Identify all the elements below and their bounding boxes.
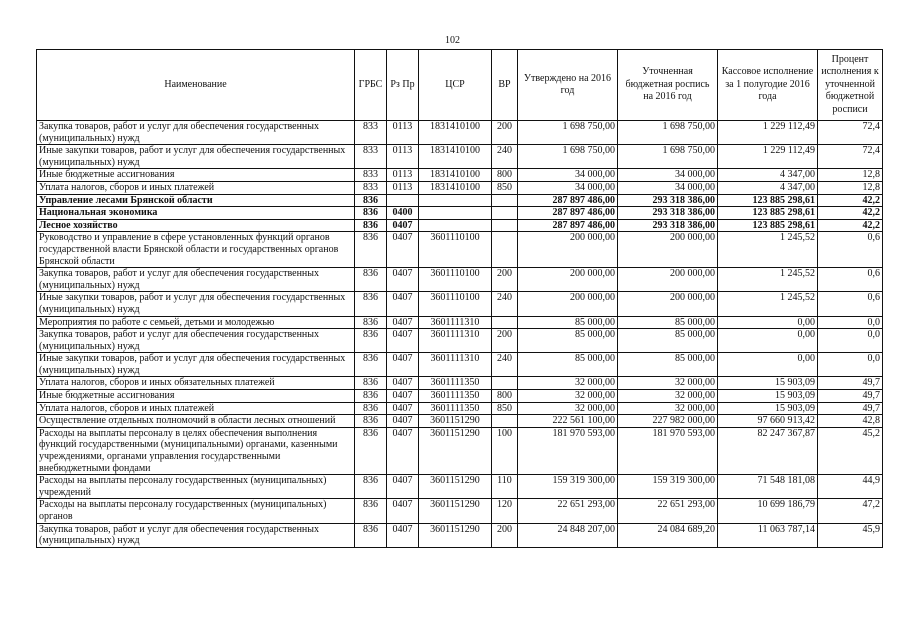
cell-refined: 22 651 293,00 bbox=[618, 499, 718, 523]
cell-csr: 1831410100 bbox=[419, 181, 492, 194]
cell-approved: 200 000,00 bbox=[518, 292, 618, 316]
cell-refined: 85 000,00 bbox=[618, 353, 718, 377]
table-row bbox=[37, 232, 883, 268]
cell-percent: 72,4 bbox=[818, 145, 883, 169]
header-name: Наименование bbox=[37, 50, 355, 121]
header-percent: Процент исполнения к уточненной бюджетной росписи bbox=[818, 50, 883, 121]
cell-percent: 42,2 bbox=[818, 219, 883, 232]
cell-csr: 3601151290 bbox=[419, 427, 492, 474]
cell-vr: 120 bbox=[492, 499, 518, 523]
cell-percent: 45,9 bbox=[818, 523, 883, 547]
cell-cash: 10 699 186,79 bbox=[718, 499, 818, 523]
cell-grbs: 833 bbox=[355, 181, 387, 194]
table-row bbox=[37, 353, 883, 377]
table-row bbox=[37, 499, 883, 523]
cell-grbs: 836 bbox=[355, 268, 387, 292]
cell-vr bbox=[492, 415, 518, 428]
cell-vr: 240 bbox=[492, 353, 518, 377]
cell-name: Национальная экономика bbox=[37, 207, 355, 220]
table-row bbox=[37, 207, 883, 220]
cell-cash: 0,00 bbox=[718, 353, 818, 377]
cell-grbs: 836 bbox=[355, 292, 387, 316]
cell-name: Закупка товаров, работ и услуг для обеспечения государственных (муниципальных) нужд bbox=[37, 121, 355, 145]
cell-percent: 49,7 bbox=[818, 390, 883, 403]
cell-name: Осуществление отдельных полномочий в области лесных отношений bbox=[37, 415, 355, 428]
cell-percent: 49,7 bbox=[818, 402, 883, 415]
cell-refined: 293 318 386,00 bbox=[618, 219, 718, 232]
cell-approved: 1 698 750,00 bbox=[518, 145, 618, 169]
cell-grbs: 836 bbox=[355, 475, 387, 499]
cell-rzpr: 0407 bbox=[387, 427, 419, 474]
table-row bbox=[37, 169, 883, 182]
cell-csr: 3601151290 bbox=[419, 475, 492, 499]
cell-percent: 49,7 bbox=[818, 377, 883, 390]
cell-grbs: 836 bbox=[355, 353, 387, 377]
cell-rzpr: 0407 bbox=[387, 268, 419, 292]
cell-cash: 4 347,00 bbox=[718, 181, 818, 194]
cell-csr: 3601151290 bbox=[419, 523, 492, 547]
cell-csr: 3601151290 bbox=[419, 499, 492, 523]
cell-grbs: 836 bbox=[355, 427, 387, 474]
cell-cash: 15 903,09 bbox=[718, 390, 818, 403]
cell-grbs: 833 bbox=[355, 145, 387, 169]
cell-rzpr: 0407 bbox=[387, 232, 419, 268]
cell-csr: 1831410100 bbox=[419, 145, 492, 169]
cell-name: Уплата налогов, сборов и иных обязательных платежей bbox=[37, 377, 355, 390]
cell-cash: 4 347,00 bbox=[718, 169, 818, 182]
cell-vr bbox=[492, 377, 518, 390]
cell-rzpr: 0407 bbox=[387, 415, 419, 428]
cell-percent: 72,4 bbox=[818, 121, 883, 145]
cell-approved: 159 319 300,00 bbox=[518, 475, 618, 499]
cell-refined: 85 000,00 bbox=[618, 329, 718, 353]
cell-vr: 100 bbox=[492, 427, 518, 474]
cell-approved: 200 000,00 bbox=[518, 268, 618, 292]
cell-csr: 3601111350 bbox=[419, 377, 492, 390]
cell-rzpr: 0113 bbox=[387, 181, 419, 194]
cell-grbs: 836 bbox=[355, 232, 387, 268]
cell-grbs: 836 bbox=[355, 316, 387, 329]
cell-vr: 110 bbox=[492, 475, 518, 499]
cell-percent: 42,2 bbox=[818, 207, 883, 220]
table-row bbox=[37, 292, 883, 316]
cell-name: Иные бюджетные ассигнования bbox=[37, 390, 355, 403]
page-number: 102 bbox=[445, 35, 460, 46]
cell-percent: 0,6 bbox=[818, 268, 883, 292]
cell-name: Уплата налогов, сборов и иных платежей bbox=[37, 181, 355, 194]
cell-grbs: 836 bbox=[355, 415, 387, 428]
cell-vr: 200 bbox=[492, 329, 518, 353]
cell-refined: 34 000,00 bbox=[618, 169, 718, 182]
cell-refined: 227 982 000,00 bbox=[618, 415, 718, 428]
cell-cash: 1 245,52 bbox=[718, 292, 818, 316]
cell-grbs: 836 bbox=[355, 194, 387, 207]
cell-vr: 200 bbox=[492, 523, 518, 547]
cell-vr: 850 bbox=[492, 402, 518, 415]
cell-rzpr: 0407 bbox=[387, 499, 419, 523]
cell-approved: 32 000,00 bbox=[518, 377, 618, 390]
cell-name: Иные закупки товаров, работ и услуг для обеспечения государственных (муниципальных) нужд bbox=[37, 145, 355, 169]
cell-name: Расходы на выплаты персоналу государственных (муниципальных) органов bbox=[37, 499, 355, 523]
cell-name: Расходы на выплаты персоналу в целях обеспечения выполнения функций государственными (муниципальными) органами, казенными учреждениями, органами управления государственными внебюджетными фондами bbox=[37, 427, 355, 474]
cell-grbs: 836 bbox=[355, 499, 387, 523]
cell-percent: 0,0 bbox=[818, 353, 883, 377]
table-row bbox=[37, 523, 883, 547]
cell-cash: 1 245,52 bbox=[718, 232, 818, 268]
cell-grbs: 836 bbox=[355, 390, 387, 403]
cell-csr: 3601151290 bbox=[419, 415, 492, 428]
header-csr: ЦСР bbox=[419, 50, 492, 121]
cell-cash: 15 903,09 bbox=[718, 402, 818, 415]
cell-approved: 85 000,00 bbox=[518, 316, 618, 329]
cell-rzpr: 0407 bbox=[387, 316, 419, 329]
header-approved: Утверждено на 2016 год bbox=[518, 50, 618, 121]
cell-approved: 1 698 750,00 bbox=[518, 121, 618, 145]
cell-refined: 1 698 750,00 bbox=[618, 145, 718, 169]
cell-name: Иные закупки товаров, работ и услуг для обеспечения государственных (муниципальных) нужд bbox=[37, 353, 355, 377]
cell-refined: 293 318 386,00 bbox=[618, 207, 718, 220]
cell-approved: 22 651 293,00 bbox=[518, 499, 618, 523]
table-row bbox=[37, 268, 883, 292]
cell-name: Управление лесами Брянской области bbox=[37, 194, 355, 207]
cell-rzpr: 0113 bbox=[387, 145, 419, 169]
cell-cash: 0,00 bbox=[718, 316, 818, 329]
cell-refined: 200 000,00 bbox=[618, 232, 718, 268]
table-header-row bbox=[37, 50, 883, 121]
cell-cash: 82 247 367,87 bbox=[718, 427, 818, 474]
cell-approved: 181 970 593,00 bbox=[518, 427, 618, 474]
cell-name: Иные бюджетные ассигнования bbox=[37, 169, 355, 182]
cell-refined: 24 084 689,20 bbox=[618, 523, 718, 547]
cell-vr bbox=[492, 316, 518, 329]
cell-vr: 240 bbox=[492, 292, 518, 316]
cell-refined: 32 000,00 bbox=[618, 402, 718, 415]
cell-rzpr: 0407 bbox=[387, 523, 419, 547]
cell-refined: 32 000,00 bbox=[618, 390, 718, 403]
cell-refined: 159 319 300,00 bbox=[618, 475, 718, 499]
table-row bbox=[37, 219, 883, 232]
cell-name: Руководство и управление в сфере установленных функций органов государственной власти Брянской области и государственных органов Брянской области bbox=[37, 232, 355, 268]
cell-csr: 3601111350 bbox=[419, 390, 492, 403]
header-refined: Уточненная бюджетная роспись на 2016 год bbox=[618, 50, 718, 121]
cell-refined: 32 000,00 bbox=[618, 377, 718, 390]
cell-vr bbox=[492, 207, 518, 220]
cell-cash: 1 245,52 bbox=[718, 268, 818, 292]
cell-grbs: 836 bbox=[355, 329, 387, 353]
cell-percent: 44,9 bbox=[818, 475, 883, 499]
cell-name: Закупка товаров, работ и услуг для обеспечения государственных (муниципальных) нужд bbox=[37, 329, 355, 353]
cell-cash: 71 548 181,08 bbox=[718, 475, 818, 499]
cell-grbs: 836 bbox=[355, 377, 387, 390]
table-row bbox=[37, 415, 883, 428]
table-row bbox=[37, 475, 883, 499]
cell-vr bbox=[492, 194, 518, 207]
cell-refined: 34 000,00 bbox=[618, 181, 718, 194]
cell-cash: 15 903,09 bbox=[718, 377, 818, 390]
cell-cash: 97 660 913,42 bbox=[718, 415, 818, 428]
header-rzpr: Рз Пр bbox=[387, 50, 419, 121]
cell-name: Уплата налогов, сборов и иных платежей bbox=[37, 402, 355, 415]
cell-grbs: 836 bbox=[355, 219, 387, 232]
cell-vr bbox=[492, 219, 518, 232]
table-row bbox=[37, 181, 883, 194]
cell-approved: 200 000,00 bbox=[518, 232, 618, 268]
cell-cash: 123 885 298,61 bbox=[718, 194, 818, 207]
cell-name: Расходы на выплаты персоналу государственных (муниципальных) учреждений bbox=[37, 475, 355, 499]
cell-csr: 3601111350 bbox=[419, 402, 492, 415]
cell-refined: 181 970 593,00 bbox=[618, 427, 718, 474]
cell-csr: 3601111310 bbox=[419, 353, 492, 377]
cell-percent: 12,8 bbox=[818, 181, 883, 194]
table-row bbox=[37, 194, 883, 207]
cell-approved: 85 000,00 bbox=[518, 353, 618, 377]
cell-approved: 287 897 486,00 bbox=[518, 194, 618, 207]
table-row bbox=[37, 145, 883, 169]
cell-cash: 123 885 298,61 bbox=[718, 207, 818, 220]
cell-rzpr: 0113 bbox=[387, 169, 419, 182]
cell-grbs: 836 bbox=[355, 523, 387, 547]
cell-rzpr: 0113 bbox=[387, 121, 419, 145]
cell-approved: 287 897 486,00 bbox=[518, 207, 618, 220]
cell-percent: 0,6 bbox=[818, 292, 883, 316]
cell-approved: 24 848 207,00 bbox=[518, 523, 618, 547]
cell-rzpr bbox=[387, 194, 419, 207]
cell-grbs: 836 bbox=[355, 402, 387, 415]
cell-percent: 12,8 bbox=[818, 169, 883, 182]
cell-name: Мероприятия по работе с семьей, детьми и молодежью bbox=[37, 316, 355, 329]
header-cash: Кассовое исполнение за 1 полугодие 2016 года bbox=[718, 50, 818, 121]
cell-csr: 3601110100 bbox=[419, 268, 492, 292]
table-body bbox=[37, 121, 883, 548]
cell-rzpr: 0400 bbox=[387, 207, 419, 220]
cell-rzpr: 0407 bbox=[387, 353, 419, 377]
cell-csr bbox=[419, 194, 492, 207]
cell-csr: 3601111310 bbox=[419, 316, 492, 329]
table-row bbox=[37, 316, 883, 329]
header-vr: ВР bbox=[492, 50, 518, 121]
cell-vr: 850 bbox=[492, 181, 518, 194]
cell-rzpr: 0407 bbox=[387, 329, 419, 353]
cell-cash: 0,00 bbox=[718, 329, 818, 353]
cell-rzpr: 0407 bbox=[387, 475, 419, 499]
cell-approved: 85 000,00 bbox=[518, 329, 618, 353]
cell-vr: 240 bbox=[492, 145, 518, 169]
table-row bbox=[37, 427, 883, 474]
cell-csr: 3601110100 bbox=[419, 232, 492, 268]
cell-rzpr: 0407 bbox=[387, 292, 419, 316]
table-row bbox=[37, 402, 883, 415]
cell-csr bbox=[419, 219, 492, 232]
cell-percent: 47,2 bbox=[818, 499, 883, 523]
table-row bbox=[37, 329, 883, 353]
cell-name: Иные закупки товаров, работ и услуг для обеспечения государственных (муниципальных) нужд bbox=[37, 292, 355, 316]
cell-csr: 1831410100 bbox=[419, 169, 492, 182]
cell-cash: 1 229 112,49 bbox=[718, 121, 818, 145]
table-row bbox=[37, 377, 883, 390]
cell-vr bbox=[492, 232, 518, 268]
cell-approved: 34 000,00 bbox=[518, 181, 618, 194]
cell-approved: 32 000,00 bbox=[518, 390, 618, 403]
cell-percent: 42,2 bbox=[818, 194, 883, 207]
cell-refined: 200 000,00 bbox=[618, 292, 718, 316]
cell-name: Закупка товаров, работ и услуг для обеспечения государственных (муниципальных) нужд bbox=[37, 523, 355, 547]
cell-refined: 85 000,00 bbox=[618, 316, 718, 329]
cell-csr bbox=[419, 207, 492, 220]
cell-csr: 3601110100 bbox=[419, 292, 492, 316]
cell-vr: 800 bbox=[492, 169, 518, 182]
cell-approved: 32 000,00 bbox=[518, 402, 618, 415]
cell-name: Закупка товаров, работ и услуг для обеспечения государственных (муниципальных) нужд bbox=[37, 268, 355, 292]
cell-vr: 200 bbox=[492, 121, 518, 145]
cell-cash: 123 885 298,61 bbox=[718, 219, 818, 232]
cell-csr: 1831410100 bbox=[419, 121, 492, 145]
cell-rzpr: 0407 bbox=[387, 377, 419, 390]
cell-percent: 0,0 bbox=[818, 316, 883, 329]
cell-percent: 42,8 bbox=[818, 415, 883, 428]
cell-percent: 0,0 bbox=[818, 329, 883, 353]
table-row bbox=[37, 121, 883, 145]
cell-approved: 287 897 486,00 bbox=[518, 219, 618, 232]
cell-grbs: 836 bbox=[355, 207, 387, 220]
budget-execution-table bbox=[36, 49, 883, 548]
cell-rzpr: 0407 bbox=[387, 402, 419, 415]
header-grbs: ГРБС bbox=[355, 50, 387, 121]
cell-refined: 293 318 386,00 bbox=[618, 194, 718, 207]
cell-grbs: 833 bbox=[355, 169, 387, 182]
cell-grbs: 833 bbox=[355, 121, 387, 145]
table-row bbox=[37, 390, 883, 403]
cell-rzpr: 0407 bbox=[387, 219, 419, 232]
cell-refined: 1 698 750,00 bbox=[618, 121, 718, 145]
cell-csr: 3601111310 bbox=[419, 329, 492, 353]
cell-vr: 800 bbox=[492, 390, 518, 403]
cell-cash: 11 063 787,14 bbox=[718, 523, 818, 547]
cell-refined: 200 000,00 bbox=[618, 268, 718, 292]
cell-name: Лесное хозяйство bbox=[37, 219, 355, 232]
cell-percent: 45,2 bbox=[818, 427, 883, 474]
cell-vr: 200 bbox=[492, 268, 518, 292]
cell-rzpr: 0407 bbox=[387, 390, 419, 403]
cell-approved: 34 000,00 bbox=[518, 169, 618, 182]
cell-percent: 0,6 bbox=[818, 232, 883, 268]
cell-approved: 222 561 100,00 bbox=[518, 415, 618, 428]
cell-cash: 1 229 112,49 bbox=[718, 145, 818, 169]
